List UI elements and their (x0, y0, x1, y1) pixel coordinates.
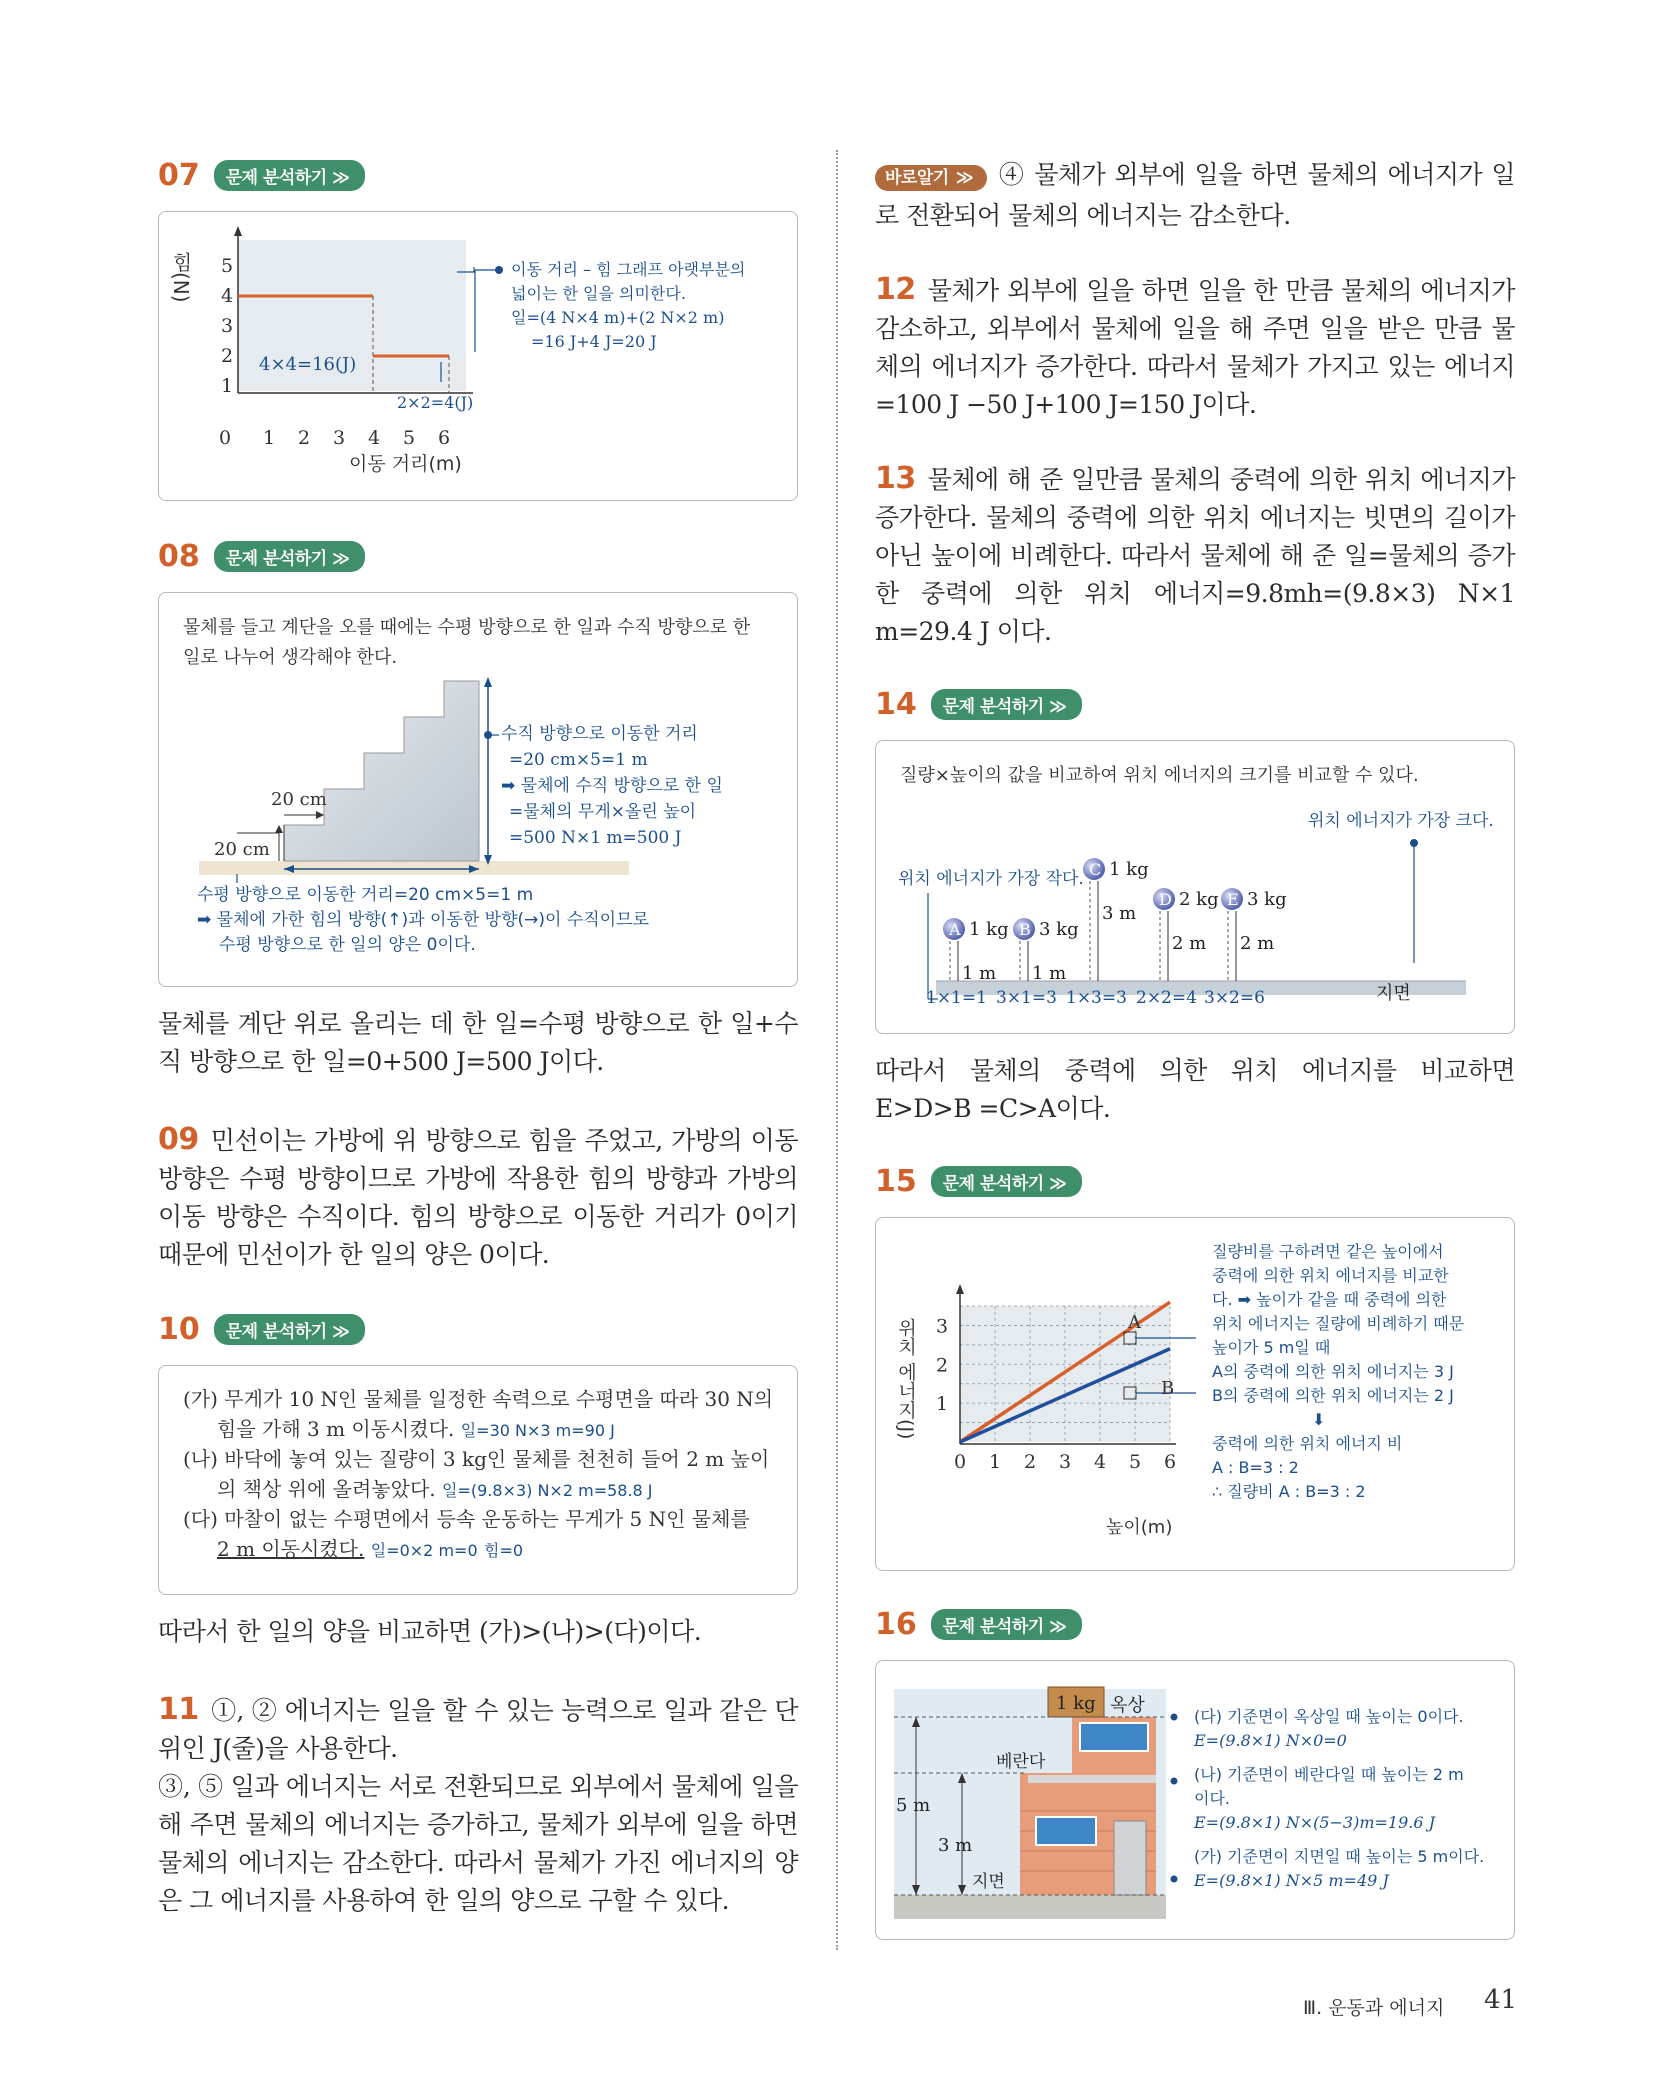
q14-answer: 따라서 물체의 중력에 의한 위치 에너지를 비교하면 E>D>B =C>A이다. (875, 1056, 1515, 1123)
q08-header (158, 539, 798, 574)
ball-mass-label: 1 kg (1109, 859, 1149, 880)
y-tick: 5 (221, 255, 234, 277)
area2-label: 2×2=4(J) (397, 393, 474, 412)
y-tick: 4 (221, 285, 234, 307)
left-column (158, 150, 798, 1920)
x-tick: 1 (263, 427, 276, 449)
y-axis-label: 힘(N) (169, 252, 193, 303)
analysis-badge[interactable]: 문제 분석하기 ≫ (931, 689, 1083, 720)
note-line: 수직 방향으로 이동한 거리 (501, 724, 698, 744)
y-tick: 1 (936, 1393, 949, 1416)
x-tick: 3 (333, 427, 346, 449)
q10-answer: 따라서 한 일의 양을 비교하면 (가)>(나)>(다)이다. (158, 1617, 702, 1646)
x-tick: 5 (403, 427, 416, 449)
question-number: 08 (158, 539, 200, 574)
question-number: 11 (158, 1692, 199, 1727)
product-label: 1×3=3 (1066, 988, 1127, 1008)
note-line: 중력에 의한 위치 에너지를 비교한 (1212, 1266, 1449, 1285)
q14-box (875, 740, 1515, 1034)
note-line: 수평 방향으로 이동한 거리=20 cm×5=1 m (197, 885, 534, 905)
note-line: =20 cm×5=1 m (509, 750, 648, 770)
note-line: 일=(4 N×4 m)+(2 N×2 m) (511, 308, 725, 327)
note-line: ∴ 질량비 A : B=3 : 2 (1212, 1482, 1366, 1501)
statement-line: (다) 마찰이 없는 수평면에서 등속 운동하는 무게가 5 N인 물체를 (183, 1507, 750, 1531)
q09-text: 민선이는 가방에 위 방향으로 힘을 주었고, 가방의 이동 방향은 수평 방향이므로 가방에 작용한 힘의 방향과 가방의 이동 방향은 수직이다. 힘의 방향으로 이동한 거리가 0이기 때문에 민선이가 한 일의 양은 0이다. (158, 1126, 798, 1269)
height-5m-label: 5 m (896, 1795, 931, 1816)
x-tick: 2 (1024, 1451, 1037, 1473)
note-line: A : B=3 : 2 (1212, 1458, 1299, 1477)
question-number: 13 (875, 461, 916, 496)
baro-badge: 바로알기 ≫ (875, 165, 987, 191)
q12-block (875, 271, 1515, 424)
product-label: 3×2=6 (1204, 988, 1265, 1008)
baro-text: ④ 물체가 외부에 일을 하면 물체의 에너지가 일로 전환되어 물체의 에너지는 감소한다. (875, 160, 1515, 230)
note-line: E=(9.8×1) N×5 m=49 J (1194, 1871, 1389, 1890)
product-label: 3×1=3 (996, 988, 1057, 1008)
note-line: 질량비를 구하려면 같은 높이에서 (1212, 1242, 1444, 1261)
x-tick: 4 (368, 427, 381, 449)
x-tick: 2 (298, 427, 311, 449)
note-line: 이동 거리 – 힘 그래프 아랫부분의 (511, 260, 746, 279)
q08-stairs-box (158, 592, 798, 987)
product-label: 1×1=1 (926, 988, 987, 1008)
statement-line (183, 1534, 773, 1564)
work-note: 일=(9.8×3) N×2 m=58.8 J (442, 1481, 653, 1500)
area1-label: 4×4=16(J) (259, 354, 357, 375)
q15-note (1212, 1240, 1464, 1504)
product-label: 2×2=4 (1136, 988, 1197, 1008)
q16-notes (1194, 1705, 1484, 1893)
statement-line: (가) 무게가 10 N인 물체를 일정한 속력으로 수평면을 따라 30 N의 (183, 1387, 774, 1411)
q07-header (158, 158, 798, 193)
analysis-badge[interactable]: 문제 분석하기 ≫ (214, 1314, 366, 1345)
note-line: 중력에 의한 위치 에너지 비 (1212, 1434, 1403, 1453)
analysis-badge[interactable]: 문제 분석하기 ≫ (214, 541, 366, 572)
ball-mass-label: 3 kg (1039, 919, 1079, 940)
q09-block (158, 1121, 798, 1274)
height-3m-label: 3 m (938, 1835, 973, 1856)
ball-height-label: 1 m (1032, 963, 1067, 984)
ball-height-label: 2 m (1172, 933, 1207, 954)
x-tick: 0 (954, 1451, 967, 1473)
down-arrow-icon: ⬇ (1312, 1410, 1326, 1429)
q15-box (875, 1217, 1515, 1571)
note-line: (가) 기준면이 지면일 때 높이는 5 m이다. (1194, 1847, 1485, 1866)
ball-id-label: E (1227, 890, 1239, 909)
q10-header (158, 1312, 798, 1347)
line-b-label: B (1161, 1378, 1175, 1399)
y-tick: 3 (936, 1315, 949, 1338)
intro-line: 일로 나누어 생각해야 한다. (183, 647, 398, 668)
q07-note (511, 258, 801, 354)
work-distance-graph (159, 212, 797, 500)
note-line: (나) 기준면이 베란다일 때 높이는 2 m (1194, 1765, 1464, 1784)
note-line: 위치 에너지는 질량에 비례하기 때문 (1212, 1314, 1465, 1333)
statement-line (183, 1474, 773, 1504)
note-line: =500 N×1 m=500 J (509, 828, 682, 848)
x-tick: 1 (989, 1451, 1002, 1473)
note-line: E=(9.8×1) N×0=0 (1194, 1731, 1347, 1750)
balcony-label: 베란다 (996, 1752, 1046, 1772)
q11-text2: ③, ⑤ 일과 에너지는 서로 전환되므로 외부에서 물체에 일을 해 주면 물체의 에너지는 증가하고, 물체가 외부에 일을 하면 물체의 에너지는 감소한다. 따라서 물체가 가진 에너지의 양은 그 에너지를 사용하여 한 일의 양으로 구할 수 있다. (158, 1772, 798, 1915)
ball-id-label: D (1159, 890, 1172, 909)
analysis-badge[interactable]: 문제 분석하기 ≫ (214, 160, 366, 191)
energy-height-chart (876, 1218, 1216, 1570)
x-tick: 5 (1129, 1451, 1142, 1473)
ground-label: 지면 (1376, 983, 1411, 1004)
q08-horizontal-note (197, 883, 649, 958)
right-column (875, 150, 1515, 1940)
note-line: 이다. (1194, 1789, 1230, 1808)
x-tick: 6 (1164, 1451, 1177, 1473)
q16-box (875, 1660, 1515, 1940)
y-tick: 2 (936, 1354, 949, 1377)
q11-baro (875, 156, 1515, 235)
q13-block (875, 460, 1515, 651)
intro-line: 물체를 들고 계단을 오를 때에는 수평 방향으로 한 일과 수직 방향으로 한 (183, 617, 751, 638)
step-width-label: 20 cm (271, 789, 327, 810)
y-axis-label: 위치 에너지(J) (895, 1318, 917, 1440)
note-line: B의 중력에 의한 위치 에너지는 2 J (1212, 1386, 1454, 1405)
question-number: 15 (875, 1164, 917, 1199)
q14-intro: 질량×높이의 값을 비교하여 위치 에너지의 크기를 비교할 수 있다. (900, 765, 1419, 786)
question-number: 10 (158, 1312, 200, 1347)
q08-vertical-note (501, 721, 723, 851)
x-tick: 6 (438, 427, 451, 449)
statement-text: 2 m 이동시켰다. (217, 1537, 365, 1561)
ball-mass-label: 2 kg (1179, 889, 1219, 910)
statement-line: (나) 바닥에 놓여 있는 질량이 3 kg인 물체를 천천히 들어 2 m 높이 (183, 1447, 770, 1471)
y-tick: 2 (221, 345, 234, 367)
question-number: 09 (158, 1122, 199, 1157)
section-title: Ⅲ. 운동과 에너지 (1303, 1997, 1445, 2019)
ball-mass-label: 1 kg (969, 919, 1009, 940)
question-number: 16 (875, 1607, 917, 1642)
ball-id-label: C (1089, 860, 1102, 879)
note-line: 넓이는 한 일을 의미한다. (511, 284, 686, 303)
ball-height-label: 1 m (962, 963, 997, 984)
analysis-badge[interactable]: 문제 분석하기 ≫ (931, 1166, 1083, 1197)
ball-id-label: B (1019, 920, 1031, 939)
note-line: E=(9.8×1) N×(5−3)m=19.6 J (1194, 1813, 1436, 1832)
min-energy-label: 위치 에너지가 가장 작다. (898, 869, 1084, 889)
x-axis-label: 이동 거리(m) (349, 453, 462, 475)
note-line: (다) 기준면이 옥상일 때 높이는 0이다. (1194, 1707, 1464, 1726)
y-tick: 1 (221, 375, 234, 397)
q11-block (158, 1691, 798, 1920)
note-line: 수평 방향으로 한 일의 양은 0이다. (219, 935, 476, 955)
work-note: 일=0×2 m=0 (370, 1541, 478, 1560)
ball-mass-label: 3 kg (1247, 889, 1287, 910)
ball-id-label: A (949, 920, 961, 939)
ball-height-label: 3 m (1102, 903, 1137, 924)
x-tick: 0 (219, 427, 232, 449)
building-diagram (876, 1661, 1186, 1939)
q14-header (875, 687, 1515, 722)
q16-header (875, 1607, 1515, 1642)
line-a-label: A (1128, 1312, 1141, 1333)
q07-graph-box (158, 211, 798, 501)
y-tick: 3 (221, 315, 234, 337)
page-number: 41 (1484, 1985, 1518, 2015)
note-line: A의 중력에 의한 위치 에너지는 3 J (1212, 1362, 1454, 1381)
note-line: =물체의 무게×올린 높이 (509, 802, 697, 822)
question-number: 12 (875, 272, 916, 307)
note-line: =16 J+4 J=20 J (531, 332, 657, 351)
note-line: ➡ 물체에 수직 방향으로 한 일 (501, 776, 723, 796)
note-line: 다. ➡ 높이가 같을 때 중력에 의한 (1212, 1290, 1447, 1309)
x-axis-label: 높이(m) (1106, 1517, 1173, 1538)
force-note: 힘=0 (483, 1541, 524, 1560)
q08-answer: 물체를 계단 위로 올리는 데 한 일=수평 방향으로 한 일+수직 방향으로 한 일=0+500 J=500 J이다. (158, 1009, 798, 1076)
column-divider (836, 150, 838, 1950)
statement-text: 의 책상 위에 올려놓았다. (217, 1477, 436, 1501)
ball-height-label: 2 m (1240, 933, 1275, 954)
note-line: ➡ 물체에 가한 힘의 방향(↑)과 이동한 방향(→)이 수직이므로 (197, 910, 649, 930)
q13-text: 물체에 해 준 일만큼 물체의 중력에 의한 위치 에너지가 증가한다. 물체의 중력에 의한 위치 에너지는 빗면의 길이가 아닌 높이에 비례한다. 따라서 물체에 해 준 일=물체의 증가한 중력에 의한 위치 에너지=9.8mh=(9.8×3) N×1 m=29.4 J 이다. (875, 465, 1515, 646)
roof-label: 옥상 (1110, 1695, 1145, 1716)
potential-energy-diagram (876, 741, 1514, 1033)
statement-line (183, 1414, 773, 1444)
q12-text: 물체가 외부에 일을 하면 일을 한 만큼 물체의 에너지가 감소하고, 외부에서 물체에 일을 해 주면 일을 받은 만큼 물체의 에너지가 증가한다. 따라서 물체가 가지고 있는 에너지=100 J −50 J+100 J=150 J이다. (875, 276, 1515, 419)
q15-header (875, 1164, 1515, 1199)
mass-label: 1 kg (1056, 1693, 1096, 1714)
q11-text1: ①, ② 에너지는 일을 할 수 있는 능력으로 일과 같은 단위인 J(줄)을 사용한다. (158, 1696, 798, 1763)
x-tick: 3 (1059, 1451, 1072, 1473)
analysis-badge[interactable]: 문제 분석하기 ≫ (931, 1609, 1083, 1640)
ground-label: 지면 (972, 1872, 1005, 1892)
q10-statements (183, 1384, 773, 1564)
max-energy-label: 위치 에너지가 가장 크다. (1308, 811, 1494, 831)
statement-text: 힘을 가해 3 m 이동시켰다. (217, 1417, 455, 1441)
x-tick: 4 (1094, 1451, 1107, 1473)
question-number: 14 (875, 687, 917, 722)
question-number: 07 (158, 158, 200, 193)
step-height-label: 20 cm (214, 839, 270, 860)
note-line: 높이가 5 m일 때 (1212, 1338, 1331, 1357)
work-note: 일=30 N×3 m=90 J (460, 1421, 615, 1440)
q10-box (158, 1365, 798, 1595)
